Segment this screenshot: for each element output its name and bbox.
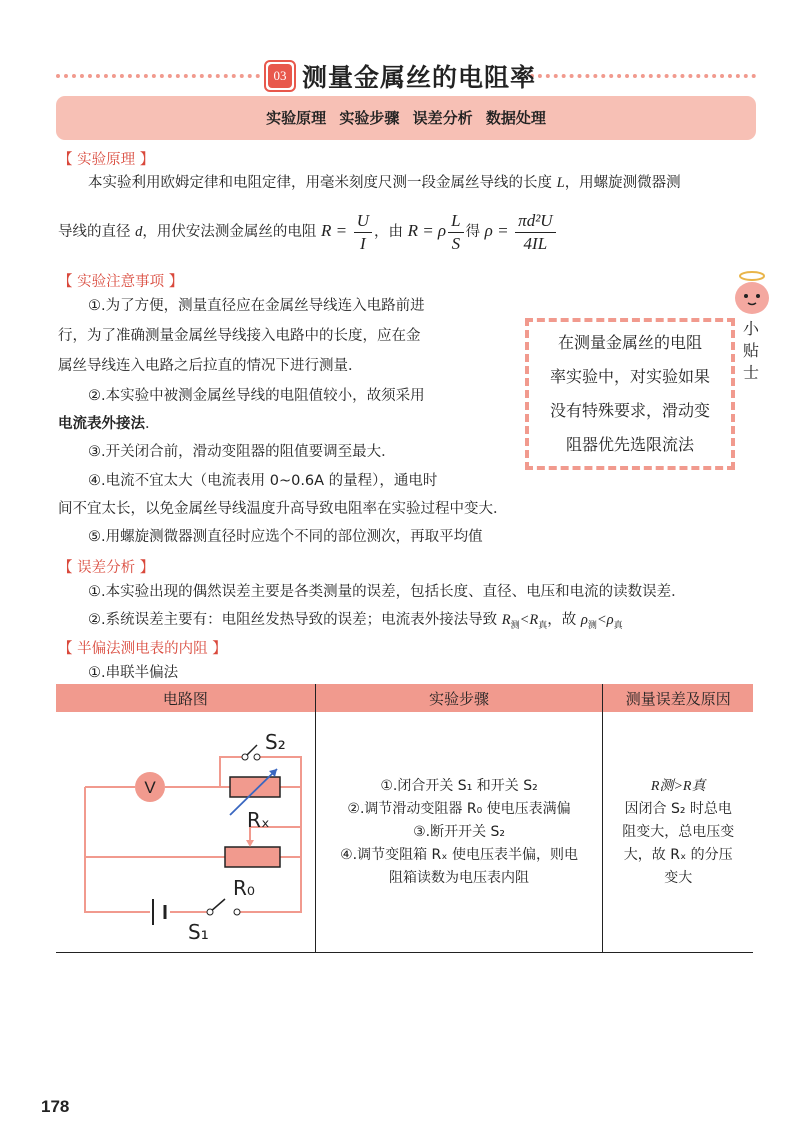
error-reason: 因闭合 S₂ 时总电 (624, 800, 732, 817)
formula-resistance-law: $\frac{L}{S}$ (448, 210, 463, 255)
note-line: 行，为了准确测量金属丝导线接入电路中的长度，应在金 (58, 328, 421, 344)
section-heading-halfdeflection: 【 半偏法测电表的内阻 】 (58, 641, 227, 657)
circuit-cell (56, 712, 315, 953)
note-line: ③.开关闭合前，滑动变阻器的阻值要调至最大． (88, 444, 396, 460)
error-cell (603, 712, 753, 953)
tip-text-3: 没有特殊要求，滑动变 (549, 401, 710, 420)
mascot-icon (730, 268, 774, 318)
tip-label: 小贴士 (743, 319, 760, 382)
note-line: ①.为了方便，测量直径应在金属丝导线连入电路前进 (88, 298, 425, 314)
section-heading-notes: 【 实验注意事项 】 (58, 274, 184, 290)
error-reason: 大，故 Rₓ 的分压 (623, 846, 733, 863)
note-line: ⑤.用螺旋测微器测直径时应选个不同的部位测次，再取平均值 (88, 529, 483, 545)
method-title: ①.串联半偏法 (88, 665, 179, 681)
tip-box (525, 318, 735, 470)
note-line: ②.本实验中被测金属丝导线的电阻值较小，故须采用 (88, 388, 425, 404)
note-line: 间不宜太长，以免金属丝导线温度升高导致电阻率在实验过程中变大． (58, 501, 508, 517)
tip-text-2: 率实验中，对实验如果 (549, 367, 710, 386)
page-number: 178 (41, 1097, 70, 1116)
chapter-badge: 03 (264, 60, 296, 92)
table-header: 电路图 (56, 684, 315, 712)
r0-label: R₀ (233, 876, 256, 900)
table-header: 测量误差及原因 (603, 684, 753, 712)
step-line: ①.闭合开关 S₁ 和开关 S₂ (380, 777, 538, 794)
topic-tabs: 实验原理 实验步骤 误差分析 数据处理 (266, 109, 546, 127)
tip-text-4: 阻器优先选限流法 (565, 435, 694, 454)
resistance-box-icon (230, 777, 280, 797)
step-line: ②.调节滑动变阻器 R₀ 使电压表满偏 (347, 800, 571, 817)
formula-resistivity: $\frac{\text{πd²U}}{4IL}$ (515, 210, 555, 255)
header-dots-right (530, 74, 756, 78)
s2-label: S₂ (265, 730, 287, 754)
principle-line-2: 导线的直径 d，用伏安法测金属丝的电阻 R = $\frac{U}{I}$ ，由 R = ρ $\frac{L}{S}$ 得 ρ = $\frac{\text{πd²U}}{4IL}$ (58, 206, 558, 257)
rheostat-icon (225, 847, 280, 867)
table-row (56, 712, 753, 953)
method-table (56, 684, 753, 953)
principle-line-1: 本实验利用欧姆定律和电阻定律，用毫米刻度尺测一段金属丝导线的长度 L，用螺旋测微器测 (88, 175, 681, 191)
table-header: 实验步骤 (315, 684, 603, 712)
topic-bar (56, 96, 756, 140)
step-line: ③.断开开关 S₂ (413, 823, 506, 840)
page-title: 测量金属丝的电阻率 (302, 63, 537, 92)
note-line: 电流表外接法． (58, 416, 160, 432)
error-line-1: ①.本实验出现的偶然误差主要是各类测量的误差，包括长度、直径、电压和电流的读数误差． (88, 584, 686, 600)
error-result: R测>R真 (650, 778, 706, 794)
voltmeter-label: V (144, 778, 156, 797)
error-line-2: ②.系统误差主要有：电阻丝发热导致的误差；电流表外接法导致 $R_测<R_真$，故 $\rho_测<\rho_真$ (88, 612, 623, 631)
note-line: ④.电流不宜太大（电流表用 0~0.6A 的量程），通电时 (88, 473, 438, 489)
step-line: ④.调节变阻箱 Rₓ 使电压表半偏，则电 (340, 846, 578, 863)
error-reason: 变大 (664, 869, 693, 886)
tip-text-1: 在测量金属丝的电阻 (557, 333, 702, 352)
formula-ohm: $\frac{U}{I}$ (354, 210, 372, 255)
section-heading-principle: 【 实验原理 】 (58, 152, 155, 168)
rx-label: Rₓ (247, 808, 271, 832)
steps-cell (315, 712, 603, 953)
section-heading-error: 【 误差分析 】 (58, 560, 155, 576)
header-dots-left (56, 74, 260, 78)
s1-label: S₁ (188, 920, 210, 944)
note-line: 属丝导线连入电路之后拉直的情况下进行测量． (58, 358, 363, 374)
circuit-diagram (65, 717, 305, 947)
step-line: 阻箱读数为电压表内阻 (389, 869, 530, 886)
error-reason: 阻变大，总电压变 (622, 823, 735, 840)
